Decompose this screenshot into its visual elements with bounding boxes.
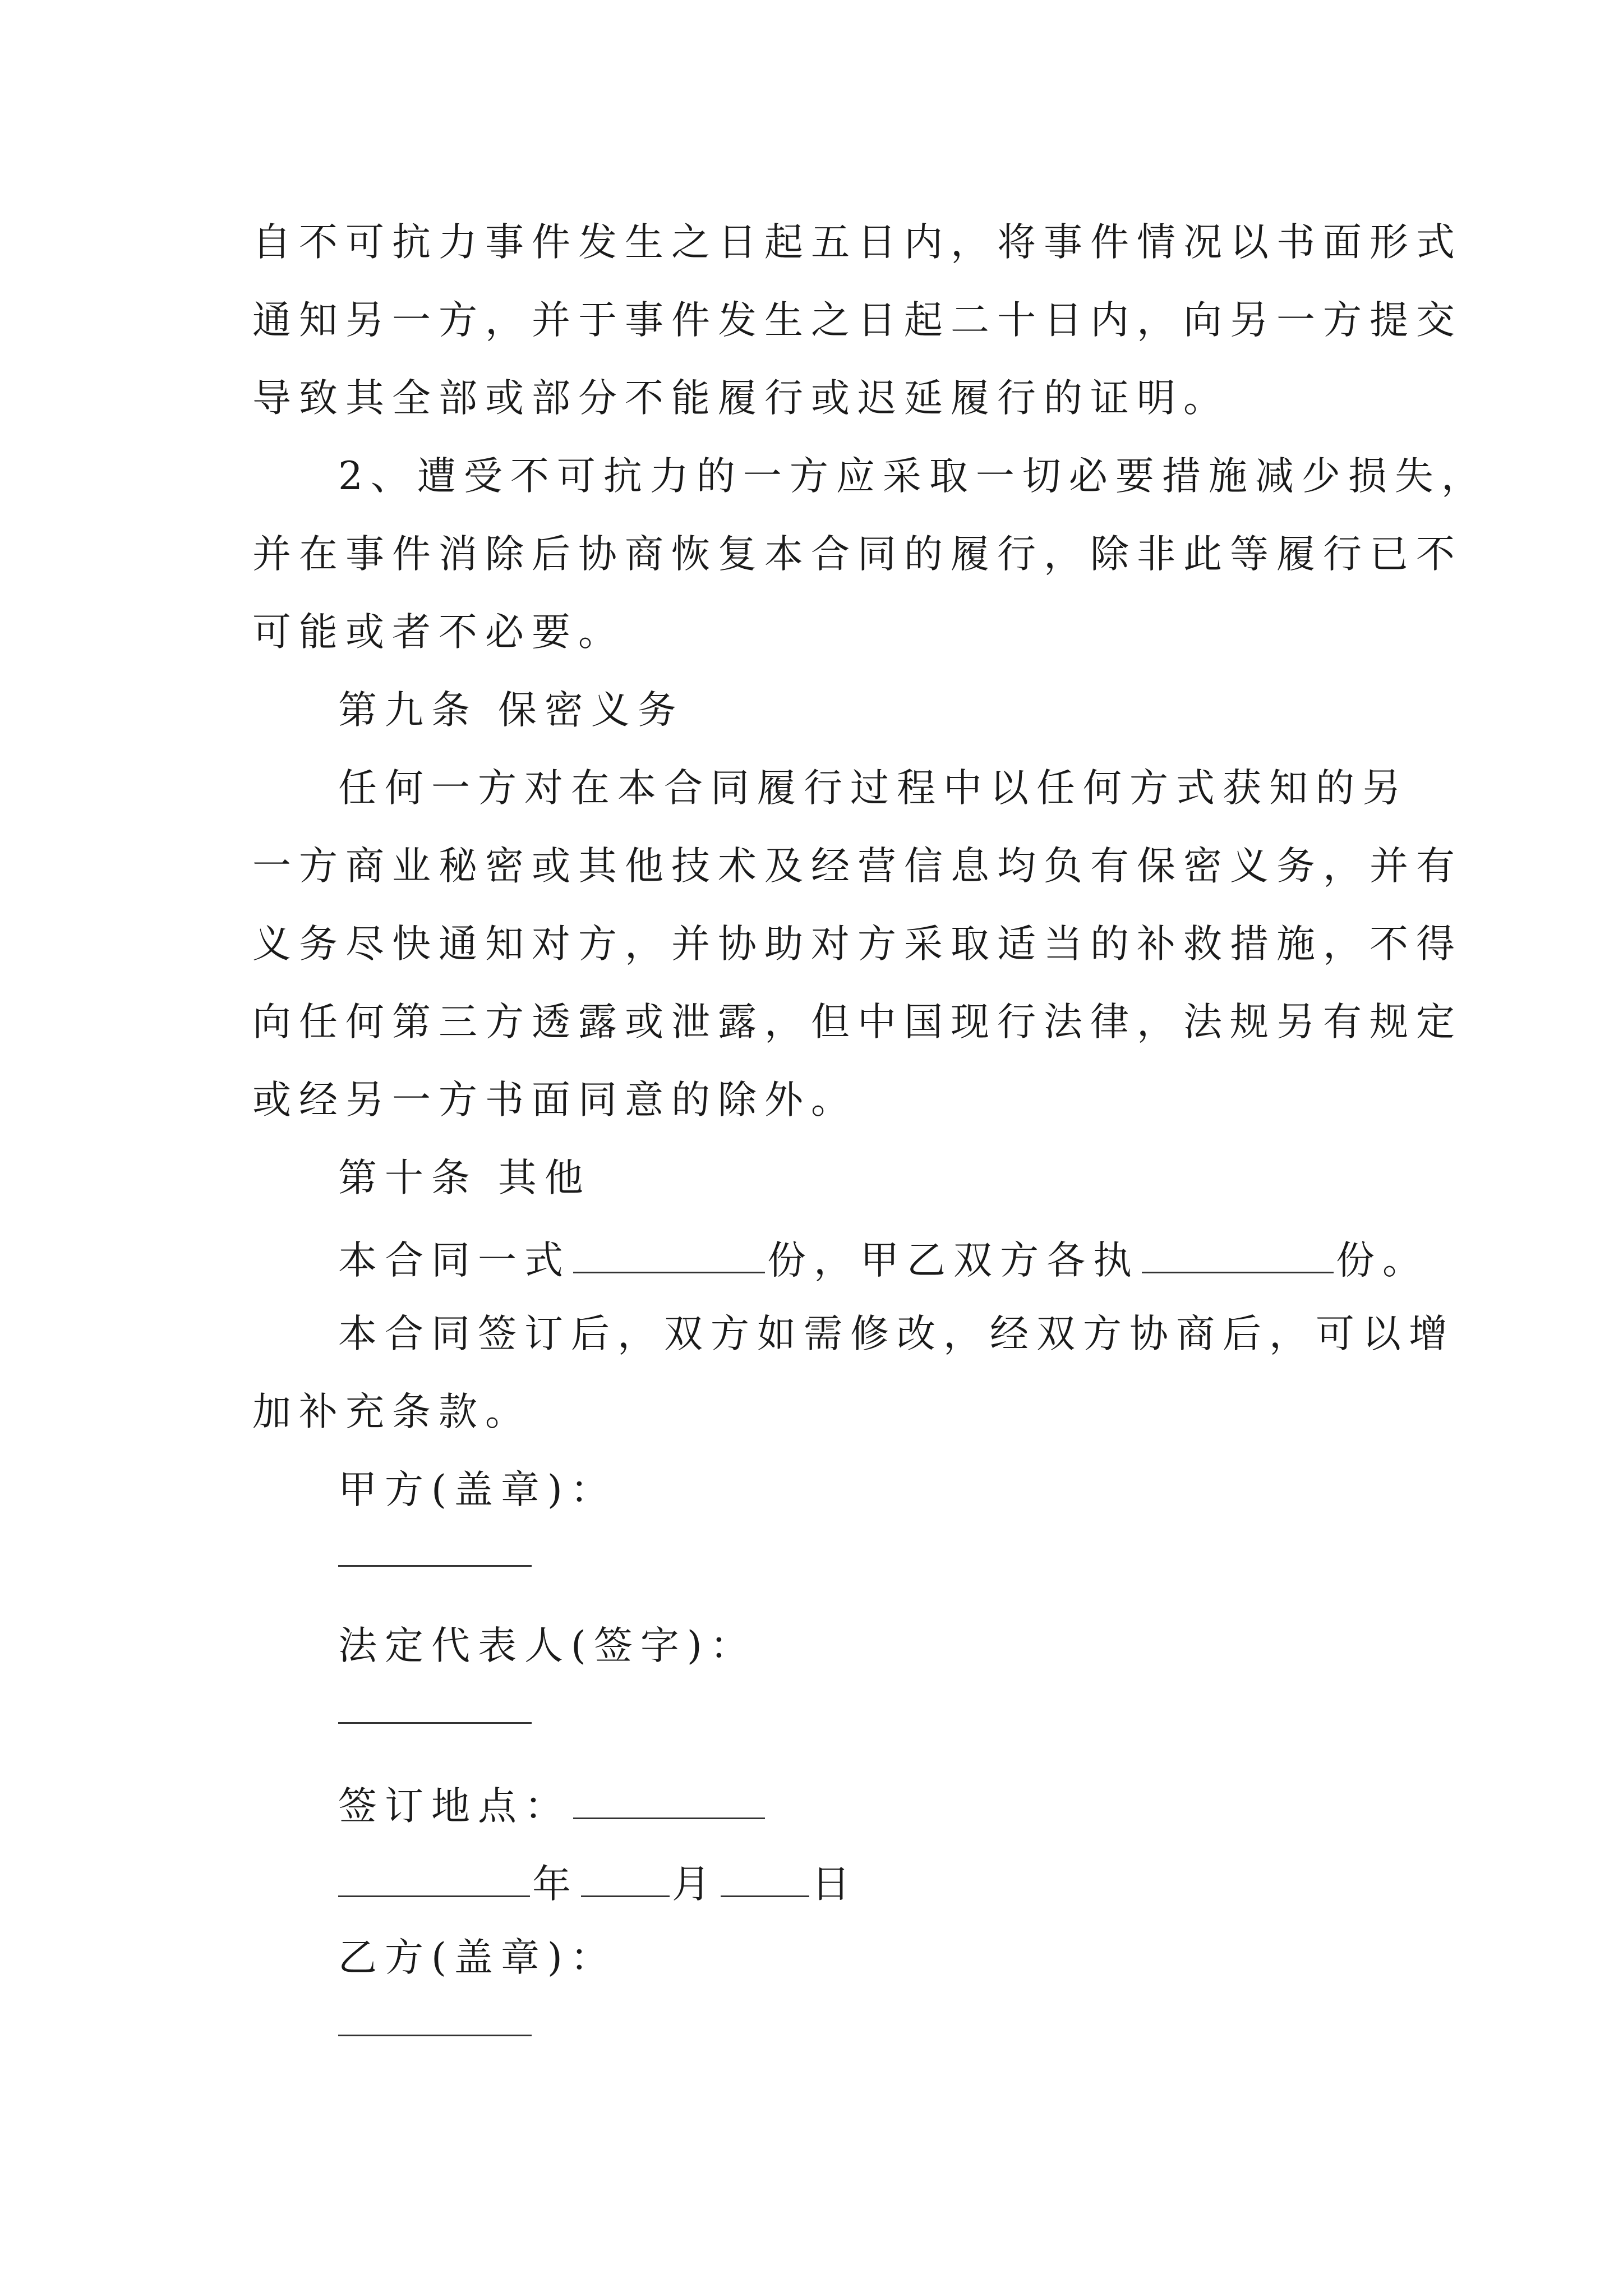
section-heading: 第十条 其他 <box>338 1156 591 1200</box>
paragraph-line: 向任何第三方透露或泄露，但中国现行法律，法规另有规定 <box>252 1000 1463 1045</box>
signing-place-label: 签订地点： <box>338 1784 571 1829</box>
copies-suffix: 份。 <box>1336 1238 1429 1283</box>
paragraph-line: 并在事件消除后协商恢复本合同的履行，除非此等履行已不 <box>252 532 1463 577</box>
paragraph-line: 或经另一方书面同意的除外。 <box>252 1078 857 1122</box>
paragraph-line: 加补充条款。 <box>252 1389 532 1434</box>
copies-prefix: 本合同一式 <box>338 1238 571 1283</box>
paragraph-line: 任何一方对在本合同履行过程中以任何方式获知的另 <box>338 766 1409 811</box>
copies-middle: 份，甲乙双方各执 <box>767 1238 1140 1283</box>
copies-each-blank <box>1142 1237 1334 1273</box>
party-b-label: 乙方(盖章)： <box>338 1935 617 1980</box>
legal-rep-label: 法定代表人(签字)： <box>338 1623 757 1668</box>
paragraph-line: 义务尽快通知对方，并协助对方采取适当的补救措施，不得 <box>252 922 1463 967</box>
paragraph-line: 导致其全部或部分不能履行或迟延履行的证明。 <box>252 376 1230 421</box>
year-label: 年 <box>532 1862 579 1907</box>
paragraph-line: 本合同签订后，双方如需修改，经双方协商后，可以增 <box>338 1312 1455 1356</box>
party-a-label: 甲方(盖章)： <box>338 1467 617 1512</box>
month-label: 月 <box>672 1862 718 1907</box>
paragraph-line: 可能或者不必要。 <box>252 610 625 655</box>
legal-rep-signature-line <box>338 1722 532 1724</box>
signing-place-line <box>338 1783 767 1829</box>
paragraph-line: 2、遭受不可抗力的一方应采取一切必要措施减少损失， <box>338 454 1488 499</box>
signing-place-blank <box>573 1783 765 1819</box>
copies-line <box>338 1237 1429 1283</box>
date-line <box>338 1861 858 1907</box>
section-heading: 第九条 保密义务 <box>338 688 684 733</box>
copies-total-blank <box>573 1237 765 1273</box>
day-label: 日 <box>811 1862 858 1907</box>
paragraph-line: 通知另一方，并于事件发生之日起二十日内，向另一方提交 <box>252 298 1463 343</box>
party-a-signature-line <box>338 1565 532 1567</box>
month-blank <box>581 1861 670 1897</box>
day-blank <box>721 1861 809 1897</box>
party-b-signature-line <box>338 2035 532 2036</box>
year-blank <box>338 1861 530 1897</box>
paragraph-line: 自不可抗力事件发生之日起五日内，将事件情况以书面形式 <box>252 220 1463 265</box>
paragraph-line: 一方商业秘密或其他技术及经营信息均负有保密义务，并有 <box>252 844 1463 889</box>
